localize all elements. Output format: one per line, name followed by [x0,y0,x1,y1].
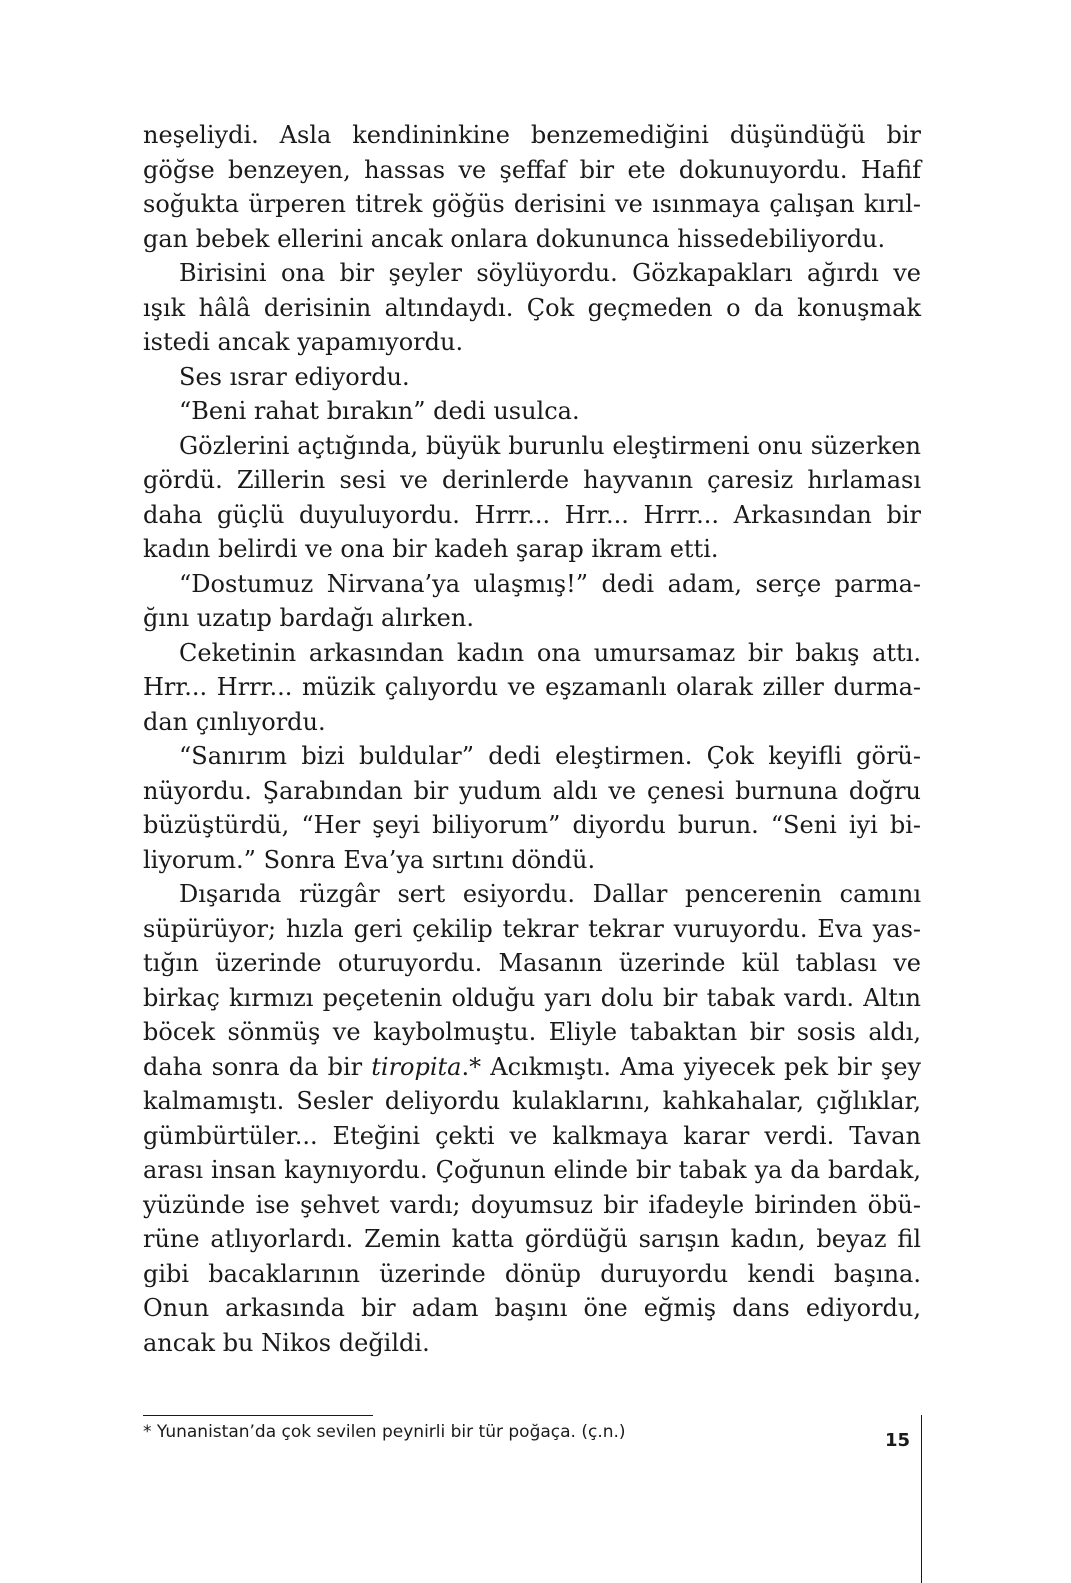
paragraph-text: .* Acıkmıştı. Ama yiyecek pek bir şey kalmamıştı. Sesler deliyordu kulaklarını, kahkahalar, çığlıklar, gümbürtüler... Eteğini çekti ve kalkmaya karar verdi. Tavan arası insan kaynıyordu. Çoğunun elinde bir tabak ya da bardak, yüzünde ise şehvet vardı; doyumsuz bir ifadeyle birinden öbürüne atlıyorlardı. Zemin katta gördüğü sarışın kadın, beyaz fil gibi bacaklarının üzerinde dönüp duruyordu kendi başına. Onun arkasında bir adam başını öne eğmiş dans ediyordu, ancak bu Nikos değildi. [143,1052,922,1357]
paragraph [143,636,921,740]
italic-term: tiropita [371,1052,462,1081]
footnote: * Yunanistan’da çok sevilen peynirli bir tür poğaça. (ç.n.) [143,1422,626,1442]
paragraph-text: “Sanırım bizi buldular” dedi eleştirmen. Çok keyifli görünüyordu. Şarabından bir yudum aldı ve çenesi burnuna doğru büzüştürdü, “Her şeyi biliyorum” diyordu burun. “Seni iyi biliyorum.” Sonra Eva’ya sırtını döndü. [143,742,921,874]
paragraph-text: “Dostumuz Nirvana’ya ulaşmış!” dedi adam, serçe parmağını uzatıp bardağı alırken. [143,569,921,632]
paragraph-text: Birisini ona bir şeyler söylüyordu. Gözkapakları ağırdı ve ışık hâlâ derisinin altındaydı. Çok geçmeden o da konuşmak istedi ancak yapamıyordu. [143,259,921,356]
paragraph-text: neşeliydi. Asla kendininkine benzemediğini düşündüğü bir göğse benzeyen, hassas ve şeffaf bir ete dokunuyordu. Hafif soğukta ürperen titrek göğüs derisini ve ısınmaya çalışan kırılgan bebek ellerini ancak onlara dokununca hissedebiliyordu. [143,121,921,253]
body-text [143,118,921,1360]
footnote-divider [143,1415,373,1416]
paragraph [143,360,921,395]
paragraph-text: Dışarıda rüzgâr sert esiyordu. Dallar pencerenin camını süpürüyor; hızla geri çekilip tekrar tekrar vuruyordu. Eva yastığın üzerinde oturuyordu. Masanın üzerinde kül tablası ve birkaç kırmızı peçetenin olduğu yarı dolu bir tabak vardı. Altın böcek sönmüş ve kaybolmuştu. Eliyle tabaktan bir sosis aldı, daha sonra da bir [143,880,921,1081]
paragraph [143,394,921,429]
margin-rule [921,1415,922,1583]
paragraph-text: Ceketinin arkasından kadın ona umursamaz bir bakış attı. Hrr... Hrrr... müzik çalıyordu ve eşzamanlı olarak ziller durmadan çınlıyordu. [143,638,921,736]
page-number: 15 [884,1430,910,1451]
paragraph-text: Ses ısrar ediyordu. [179,362,410,391]
paragraph [143,877,921,1360]
paragraph [143,739,921,877]
paragraph [143,256,921,360]
paragraph [143,429,921,567]
paragraph [143,567,921,636]
paragraph-text: “Beni rahat bırakın” dedi usulca. [179,397,580,425]
paragraph [143,118,921,256]
paragraph-text: Gözlerini açtığında, büyük burunlu eleştirmeni onu süzerken gördü. Zillerin sesi ve derinlerde hayvanın çaresiz hırlaması daha güçlü duyuluyordu. Hrrr... Hrr... Hrrr... Arkasından bir kadın belirdi ve ona bir kadeh şarap ikram etti. [143,431,921,563]
